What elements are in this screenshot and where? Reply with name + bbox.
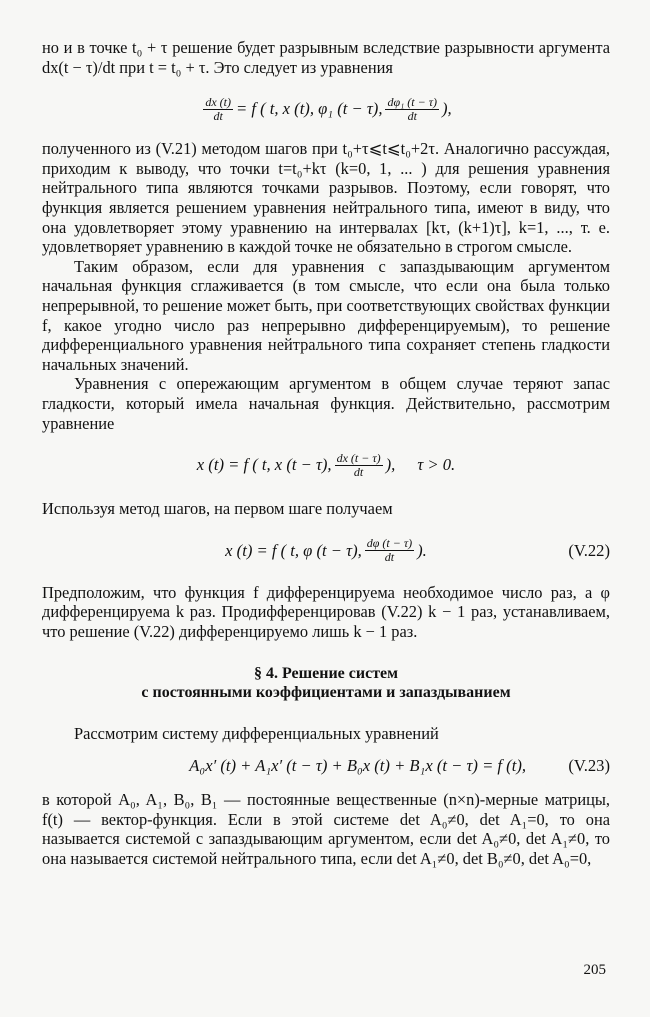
equation-2-tail: ), (385, 455, 396, 475)
equation-2-fraction: $\frac{dx (t - \tau)}{dt}$ (336, 450, 381, 479)
paragraph-2: полученного из (V.21) методом шагов при t₀+τ⩽t⩽t₀+2τ. Аналогично рассуждая, приходим к выводу, что точки t=t₀+kτ (k=0, 1, ... ) для решения уравнения нейтрального типа являются точками разрывов. Поэтому, если говорят, что функция является решением уравнения нейтрального типа, имеют в виду, что она удовлетворяет этому уравнению на интервалах [kτ, (k+1)τ], k=1, ..., т. е. удовлетворяет уравнению в каждой точке не обязательно в строгом смысле. (42, 139, 610, 257)
equation-2-middle: x (t) = f ( t, x (t − τ), (196, 455, 332, 475)
section-title-line-2: с постоянными коэффициентами и запаздыванием (141, 683, 511, 701)
paragraph-3: Таким образом, если для уравнения с запаздывающим аргументом начальная функция сглаживается (в том смысле, что если она была только непрерывной, то решение может быть, при соответствующих свойствах функции f, какое угодно число раз непрерывно дифференцируемым), то решение дифференциального уравнения нейтрального типа сохраняет степень гладкости начальных значений. (42, 256, 611, 374)
equation-1-tail: ), (442, 99, 452, 119)
paragraph-4: Уравнения с опережающим аргументом в общем случае теряют запас гладкости, который имела начальная функция. Действительно, рассмотрим уравнение (42, 374, 610, 433)
paragraph-1: но и в точке t₀ + τ решение будет разрывным вследствие разрывности аргумента dx(t − τ)/dt при t = t₀ + τ. Это следует из уравнения (42, 38, 610, 77)
equation-1 (42, 87, 610, 131)
equation-3-fraction: $\frac{d\varphi (t - \tau)}{dt}$ (366, 536, 413, 565)
section-title-line-1: § 4. Решение систем (253, 665, 399, 683)
equation-3-tail: ). (417, 540, 427, 560)
equation-1-lhs-fraction: $\frac{dx (t)}{dt}$ (205, 94, 231, 123)
equation-1-middle: = f ( t, x (t), φ₁ (t − τ), (235, 99, 383, 119)
equation-4-body: A₀x′ (t) + A₁x′ (t − τ) + B₀x (t) + B₁x (t − τ) = f (t), (189, 756, 526, 776)
equation-3-middle: x (t) = f ( t, φ (t − τ), (225, 540, 362, 560)
section-heading (42, 665, 610, 702)
equation-3 (42, 529, 610, 573)
paragraph-7: Рассмотрим систему дифференциальных уравнений (74, 724, 439, 744)
equation-4-number: (V.23) (568, 756, 610, 776)
equation-2 (42, 443, 610, 487)
paragraph-5: Используя метод шагов, на первом шаге получаем (42, 499, 393, 519)
paragraph-8: в которой A₀, A₁, B₀, B₁ — постоянные вещественные (n×n)-мерные матрицы, f(t) — вектор-функция. Если в этой системе det A₀≠0, det A₁=0, то она называется системой с запаздывающим аргументом, если det A₀≠0, det A₁≠0, то она называется системой нейтрального типа, если det A₁≠0, det B₀≠0, det A₀=0, (42, 790, 610, 868)
equation-3-number: (V.22) (568, 540, 610, 560)
equation-4 (42, 750, 610, 782)
equation-2-condition: τ > 0. (417, 455, 456, 475)
page-number: 205 (583, 962, 606, 978)
equation-1-rhs-fraction: $\frac{\text{dφ₁ (t − τ)}}{dt}$ (387, 94, 437, 123)
paragraph-6: Предположим, что функция f дифференцируема необходимое число раз, а φ дифференцируема k раз. Продифференцировав (V.22) k − 1 раз, устанавливаем, что решение (V.22) дифференцируемо лишь k − 1 раз. (42, 582, 610, 641)
